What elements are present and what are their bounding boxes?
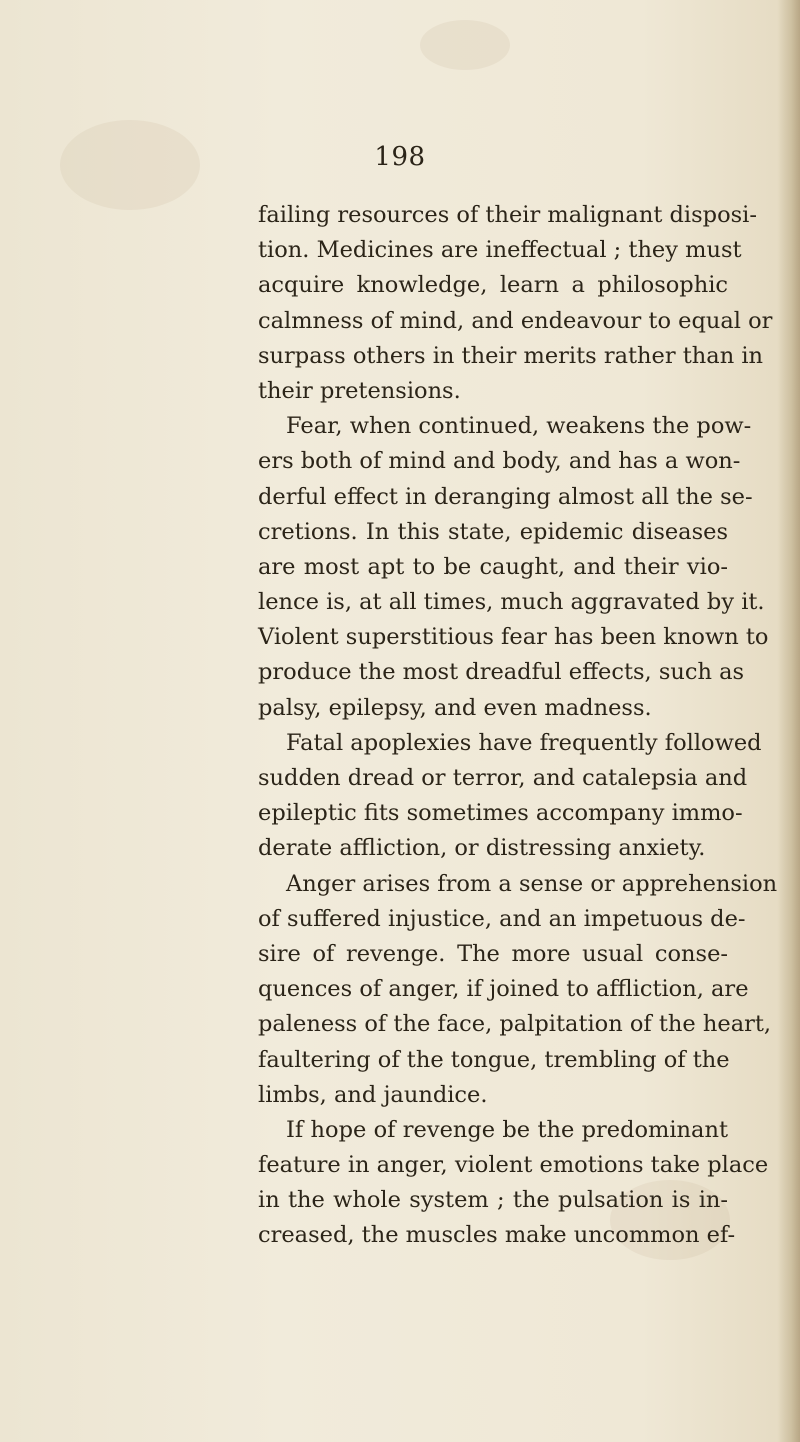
page-number: 198	[374, 142, 426, 172]
text-line: faultering of the tongue, trembling of the	[258, 1046, 730, 1073]
text-line: derate affliction, or distressing anxiety.	[258, 835, 706, 862]
text-line: Fatal apoplexies have frequently followed	[286, 729, 762, 756]
text-line: derful effect in deranging almost all the se-	[258, 483, 753, 510]
text-line: cretions. In this state, epidemic diseases	[258, 518, 728, 545]
text-line: paleness of the face, palpitation of the heart,	[258, 1011, 772, 1038]
paper-stain	[420, 20, 510, 70]
text-line: calmness of mind, and endeavour to equal or	[258, 307, 773, 334]
text-line: feature in anger, violent emotions take place	[258, 1152, 769, 1179]
text-line: their pretensions.	[258, 377, 461, 404]
text-line: surpass others in their merits rather than in	[258, 342, 764, 369]
text-line: are most apt to be caught, and their vio-	[258, 553, 728, 580]
text-line: quences of anger, if joined to affliction, are	[258, 976, 749, 1003]
text-line: sudden dread or terror, and catalepsia and	[258, 765, 748, 791]
page-spine-shadow	[778, 0, 800, 1442]
text-line: sire of revenge. The more usual conse-	[258, 940, 728, 967]
text-line: creased, the muscles make uncommon ef-	[258, 1222, 736, 1249]
text-line: in the whole system ; the pulsation is in-	[258, 1187, 728, 1214]
text-line: Violent superstitious fear has been known to	[258, 624, 769, 651]
text-line: palsy, epilepsy, and even madness.	[258, 694, 652, 721]
text-line: epileptic fits sometimes accompany immo-	[258, 800, 743, 827]
text-line: tion. Medicines are ineffectual ; they must	[258, 237, 742, 264]
body-text	[258, 198, 778, 1254]
text-line: produce the most dreadful effects, such as	[258, 659, 745, 686]
text-line: lence is, at all times, much aggravated by it.	[258, 589, 765, 616]
text-line: Anger arises from a sense or apprehension	[286, 870, 778, 897]
text-line: If hope of revenge be the predominant	[286, 1116, 728, 1143]
text-line: ers both of mind and body, and has a won-	[258, 448, 741, 475]
text-line: of suffered injustice, and an impetuous de-	[258, 905, 746, 932]
text-line: Fear, when continued, weakens the pow-	[286, 413, 752, 440]
text-line: acquire knowledge, learn a philosophic	[258, 272, 728, 299]
text-line: failing resources of their malignant disposi-	[258, 202, 757, 228]
text-line: limbs, and jaundice.	[258, 1081, 488, 1108]
